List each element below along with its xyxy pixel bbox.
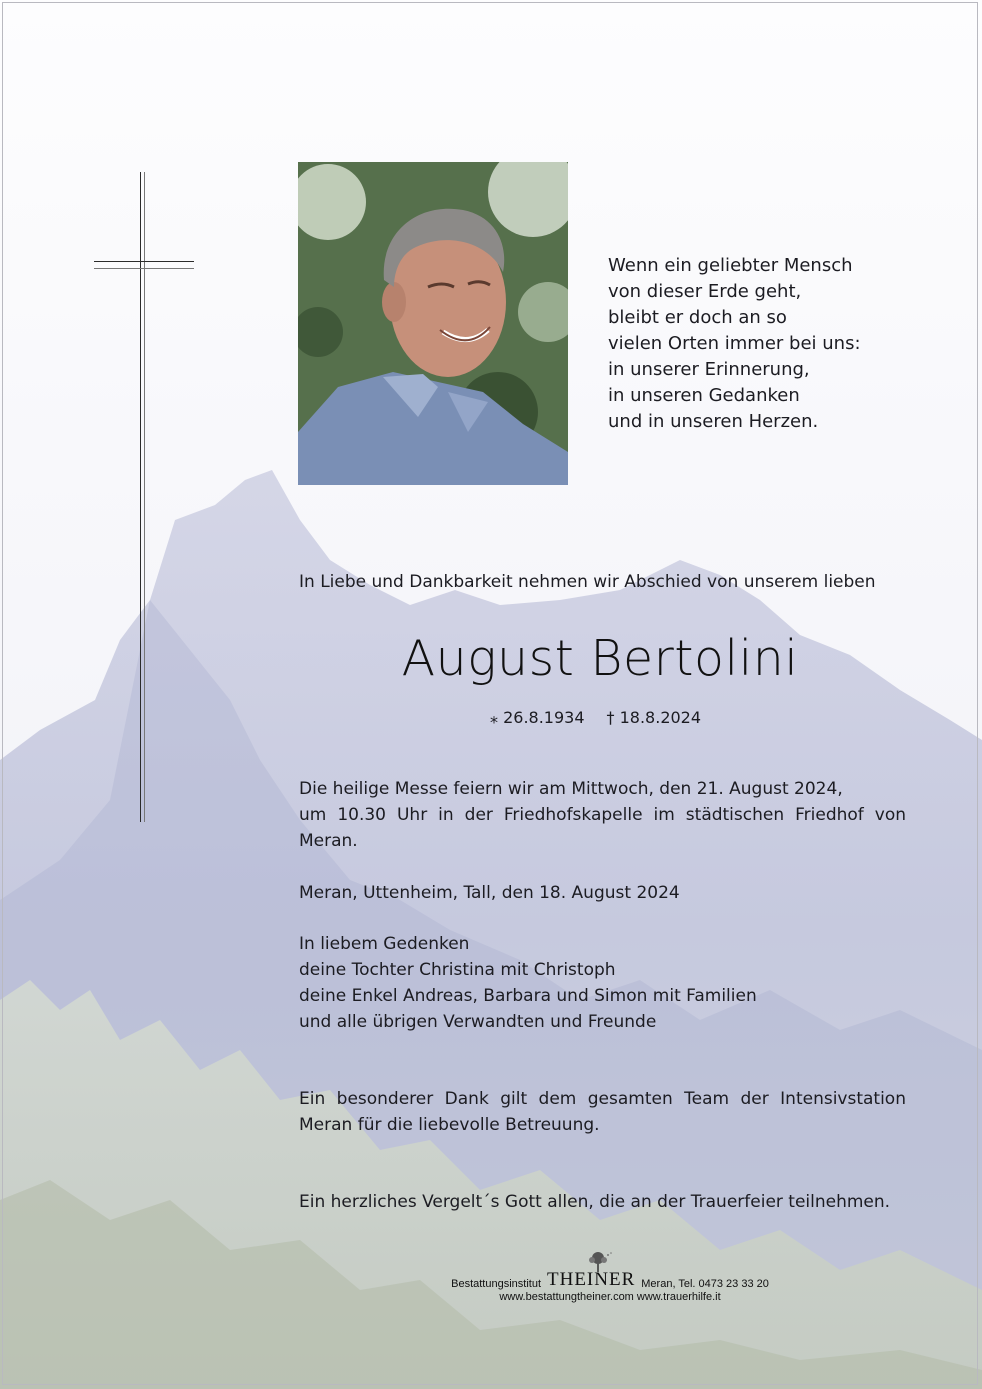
mass-line: Die heilige Messe feiern wir am Mittwoch, den 21. August 2024,: [299, 779, 843, 799]
tree-logo-icon: [583, 1250, 613, 1272]
life-dates: [490, 707, 701, 729]
mass-announcement: [299, 776, 906, 854]
footer-websites: www.bestattungtheiner.com www.trauerhilfe.it: [499, 1291, 721, 1303]
mass-line: um 10.30 Uhr in der Friedhofskapelle im städtischen Friedhof von: [299, 805, 906, 825]
mourners-list: [299, 931, 906, 1035]
quote-line: Wenn ein geliebter Mensch: [608, 255, 853, 276]
quote-line: in unserer Erinnerung,: [608, 359, 810, 380]
footer-prefix: Bestattungsinstitut: [451, 1278, 541, 1290]
birth-date: ⁎ 26.8.1934: [490, 708, 585, 727]
memorial-quote: [608, 253, 948, 435]
mourners-line: In liebem Gedenken: [299, 934, 470, 954]
portrait-photo: [298, 162, 568, 485]
thanks-note: [299, 1086, 906, 1138]
cross-vertical-beam: [140, 172, 145, 822]
mourners-line: deine Enkel Andreas, Barbara und Simon mit Familien: [299, 986, 757, 1006]
footer-brand-text: THEINER: [547, 1269, 636, 1290]
funeral-home-footer: [425, 1270, 795, 1303]
quote-line: von dieser Erde geht,: [608, 281, 802, 302]
thanks-line: Ein besonderer Dank gilt dem gesamten Team der Intensivstation: [299, 1089, 906, 1109]
death-date: † 18.8.2024: [606, 708, 702, 727]
cross-horizontal-beam: [94, 261, 194, 269]
farewell-intro: In Liebe und Dankbarkeit nehmen wir Abschied von unserem lieben: [299, 572, 876, 592]
footer-brand: [547, 1270, 635, 1290]
closing-note: Ein herzliches Vergelt´s Gott allen, die an der Trauerfeier teilnehmen.: [299, 1192, 891, 1212]
quote-line: und in unseren Herzen.: [608, 411, 819, 432]
mass-line: Meran.: [299, 831, 358, 851]
deceased-name: August Bertolini: [401, 630, 799, 687]
quote-line: in unseren Gedanken: [608, 385, 800, 406]
quote-line: bleibt er doch an so: [608, 307, 787, 328]
footer-contact: Meran, Tel. 0473 23 33 20: [641, 1278, 769, 1290]
thanks-line: Meran für die liebevolle Betreuung.: [299, 1115, 600, 1135]
quote-line: vielen Orten immer bei uns:: [608, 333, 861, 354]
mourners-line: und alle übrigen Verwandten und Freunde: [299, 1012, 657, 1032]
place-and-date: Meran, Uttenheim, Tall, den 18. August 2024: [299, 883, 680, 903]
mourners-line: deine Tochter Christina mit Christoph: [299, 960, 616, 980]
